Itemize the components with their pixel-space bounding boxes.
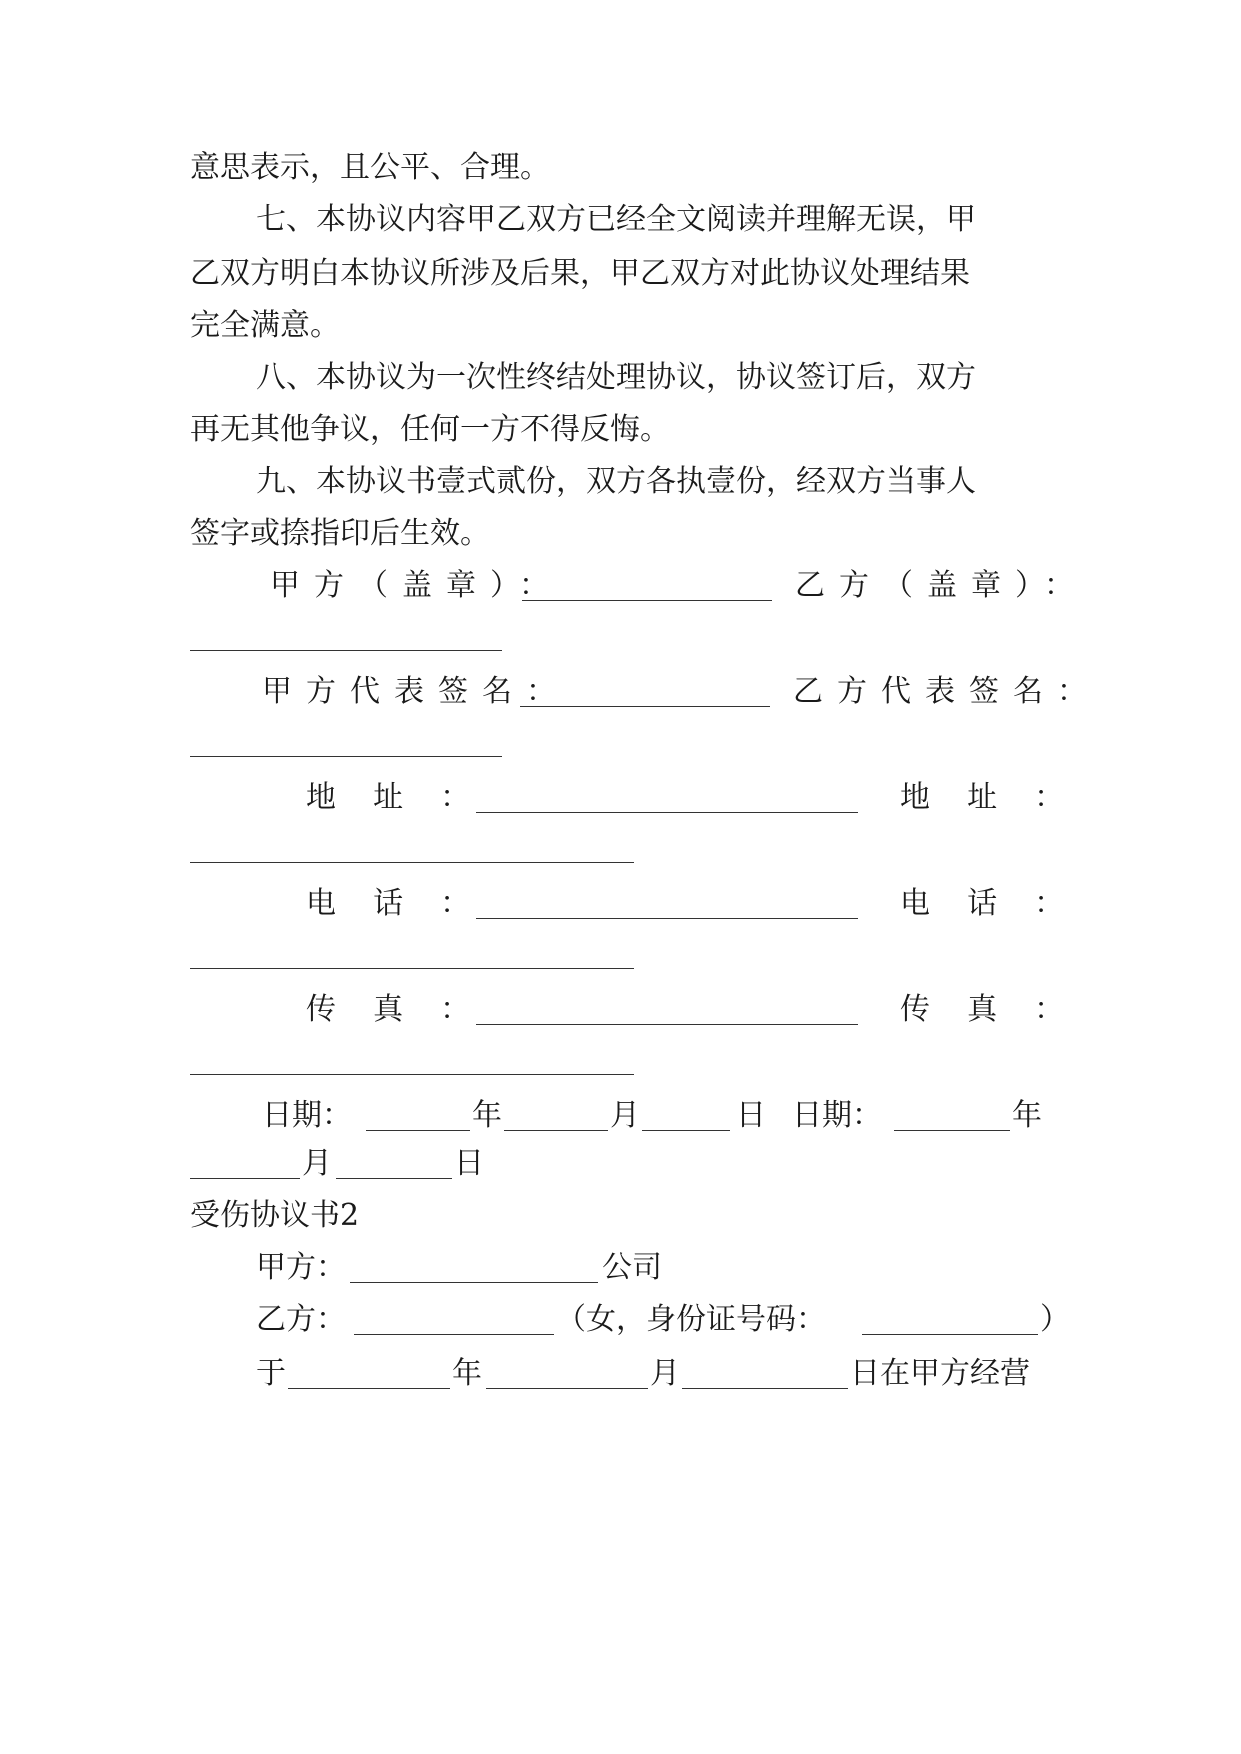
party-b-address-blank[interactable] — [190, 862, 634, 863]
party-b-day-blank[interactable] — [336, 1178, 452, 1179]
paragraph-8-line: 八、本协议为一次性终结处理协议，协议签订后，双方 — [256, 360, 976, 395]
line3-suffix: 日在甲方经营 — [850, 1356, 1030, 1391]
party-b-fax-blank[interactable] — [190, 1074, 634, 1075]
paragraph-8-line: 再无其他争议，任何一方不得反悔。 — [190, 412, 670, 447]
paragraph-7-line: 乙双方明白本协议所涉及后果，甲乙双方对此协议处理结果 — [190, 256, 970, 291]
day-char: 日 — [454, 1146, 484, 1181]
party-b-seal-label: 乙方（盖章）： — [795, 568, 1088, 603]
party-a-date-label: 日期： — [262, 1098, 352, 1133]
party-a-month-blank[interactable] — [504, 1130, 608, 1131]
party-b-name-blank[interactable] — [354, 1334, 554, 1335]
party-a-address-label: 地 址 ： — [306, 780, 477, 815]
party-b-phone-label: 电 话 ： — [900, 886, 1071, 921]
party-b-label: 乙方： — [256, 1302, 346, 1337]
month-char: 月 — [302, 1146, 332, 1181]
party-a-fax-label: 传 真 ： — [306, 992, 477, 1027]
month-char: 月 — [650, 1356, 680, 1391]
incident-day-blank[interactable] — [682, 1388, 848, 1389]
party-a-label: 甲方： — [256, 1250, 346, 1285]
paragraph-9-line: 九、本协议书壹式贰份，双方各执壹份，经双方当事人 — [256, 464, 976, 499]
party-b-close-paren: ） — [1040, 1302, 1070, 1337]
party-a-company-blank[interactable] — [350, 1282, 598, 1283]
party-a-phone-label: 电 话 ： — [306, 886, 477, 921]
year-char: 年 — [472, 1098, 502, 1133]
party-b-month-blank[interactable] — [190, 1178, 300, 1179]
day-char: 日 — [736, 1098, 766, 1133]
party-b-year-blank[interactable] — [894, 1130, 1010, 1131]
year-char: 年 — [452, 1356, 482, 1391]
month-char: 月 — [610, 1098, 640, 1133]
document-title: 受伤协议书2 — [190, 1198, 360, 1233]
paragraph-9-line: 签字或捺指印后生效。 — [190, 516, 490, 551]
party-b-id-label: （女，身份证号码： — [556, 1302, 826, 1337]
line3-prefix: 于 — [256, 1356, 286, 1391]
party-a-seal-label: 甲方（盖章）： — [270, 568, 563, 603]
incident-month-blank[interactable] — [486, 1388, 648, 1389]
party-b-id-blank[interactable] — [862, 1334, 1038, 1335]
party-a-rep-blank[interactable] — [520, 706, 770, 707]
year-char: 年 — [1012, 1098, 1042, 1133]
party-a-day-blank[interactable] — [642, 1130, 730, 1131]
incident-year-blank[interactable] — [288, 1388, 450, 1389]
party-b-seal-blank[interactable] — [190, 650, 502, 651]
party-b-rep-label: 乙方代表签名： — [793, 674, 1101, 709]
party-a-suffix: 公司 — [602, 1250, 662, 1285]
paragraph-7-line: 七、本协议内容甲乙双方已经全文阅读并理解无误，甲 — [256, 202, 976, 237]
party-a-rep-label: 甲方代表签名： — [262, 674, 570, 709]
paragraph-line: 意思表示，且公平、合理。 — [190, 150, 550, 185]
party-b-phone-blank[interactable] — [190, 968, 634, 969]
party-a-fax-blank[interactable] — [476, 1024, 858, 1025]
paragraph-7-line: 完全满意。 — [190, 308, 340, 343]
party-a-address-blank[interactable] — [476, 812, 858, 813]
party-b-date-label: 日期： — [792, 1098, 882, 1133]
party-b-fax-label: 传 真 ： — [900, 992, 1071, 1027]
party-a-seal-blank[interactable] — [522, 600, 772, 601]
party-a-phone-blank[interactable] — [476, 918, 858, 919]
party-a-year-blank[interactable] — [366, 1130, 470, 1131]
party-b-address-label: 地 址 ： — [900, 780, 1071, 815]
party-b-rep-blank[interactable] — [190, 756, 502, 757]
